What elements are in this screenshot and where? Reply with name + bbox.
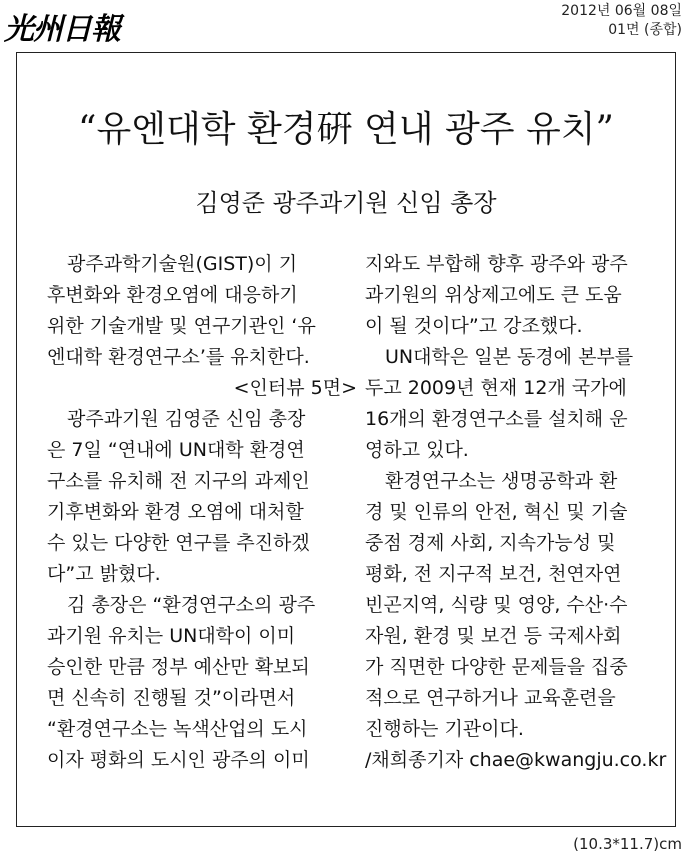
- page-section: 01면 (종합): [608, 22, 682, 38]
- subheadline: 김영준 광주과기원 신임 총장: [195, 189, 497, 217]
- body-line: 과기원 유치는 UN대학이 이미: [47, 625, 296, 647]
- body-line: 환경연구소는 생명공학과 환: [385, 470, 618, 492]
- article-frame: [16, 52, 676, 827]
- newspaper-masthead: 光州日報: [4, 12, 120, 47]
- body-line: 이자 평화의 도시인 광주의 이미: [47, 749, 310, 771]
- body-line: 영하고 있다.: [365, 439, 469, 461]
- body-line: 평화, 전 지구적 보건, 천연자연: [365, 563, 622, 585]
- body-line: 구소를 유치해 전 지구의 과제인: [47, 470, 310, 492]
- body-line: UN대학은 일본 동경에 본부를: [385, 346, 634, 368]
- body-line: 후변화와 환경오염에 대응하기: [47, 284, 298, 306]
- body-line: 두고 2009년 현재 12개 국가에: [365, 377, 627, 399]
- body-line: 광주과학기술원(GIST)이 기: [67, 253, 298, 275]
- body-line: 가 직면한 다양한 문제들을 집중: [365, 656, 628, 678]
- article-meta: [561, 2, 682, 40]
- body-line: 기후변화와 환경 오염에 대처할: [47, 501, 304, 523]
- body-line: 경 및 인류의 안전, 혁신 및 기술: [365, 501, 628, 523]
- body-line: 김 총장은 “환경연구소의 광주: [67, 594, 316, 616]
- body-line: 위한 기술개발 및 연구기관인 ‘유: [47, 315, 316, 337]
- body-column-1: [47, 249, 357, 776]
- body-line: 중점 경제 사회, 지속가능성 및: [365, 532, 616, 554]
- body-line: 면 신속히 진행될 것”이라면서: [47, 687, 296, 709]
- body-line: 적으로 연구하거나 교육훈련을: [365, 687, 616, 709]
- clip-size: (10.3*11.7)cm: [573, 835, 682, 853]
- body-line: 광주과기원 김영준 신임 총장: [67, 408, 306, 430]
- body-line: 진행하는 기관이다.: [365, 718, 524, 740]
- body-line: 빈곤지역, 식량 및 영양, 수산·수: [365, 594, 628, 616]
- body-line: 엔대학 환경연구소’를 유치한다.: [47, 346, 310, 368]
- body-line: 수 있는 다양한 연구를 추진하겠: [47, 532, 310, 554]
- body-line: 은 7일 “연내에 UN대학 환경연: [47, 439, 305, 461]
- body-line: 다”고 밝혔다.: [47, 563, 161, 585]
- body-line: 16개의 환경연구소를 설치해 운: [365, 408, 628, 430]
- body-line: 과기원의 위상제고에도 큰 도움: [365, 284, 622, 306]
- body-line: 이 될 것이다”고 강조했다.: [365, 315, 583, 337]
- cross-reference: <인터뷰 5면>: [233, 377, 357, 399]
- body-line: “환경연구소는 녹색산업의 도시: [47, 718, 308, 740]
- body-line: 자원, 환경 및 보건 등 국제사회: [365, 625, 622, 647]
- body-column-2: [365, 249, 665, 776]
- body-line: 지와도 부합해 향후 광주와 광주: [365, 253, 628, 275]
- body-line: 승인한 만큼 정부 예산만 확보되: [47, 656, 310, 678]
- headline: “유엔대학 환경硏 연내 광주 유치”: [78, 109, 614, 150]
- byline: /채희종기자 chae@kwangju.co.kr: [365, 749, 667, 771]
- publish-date: 2012년 06월 08일: [561, 3, 682, 19]
